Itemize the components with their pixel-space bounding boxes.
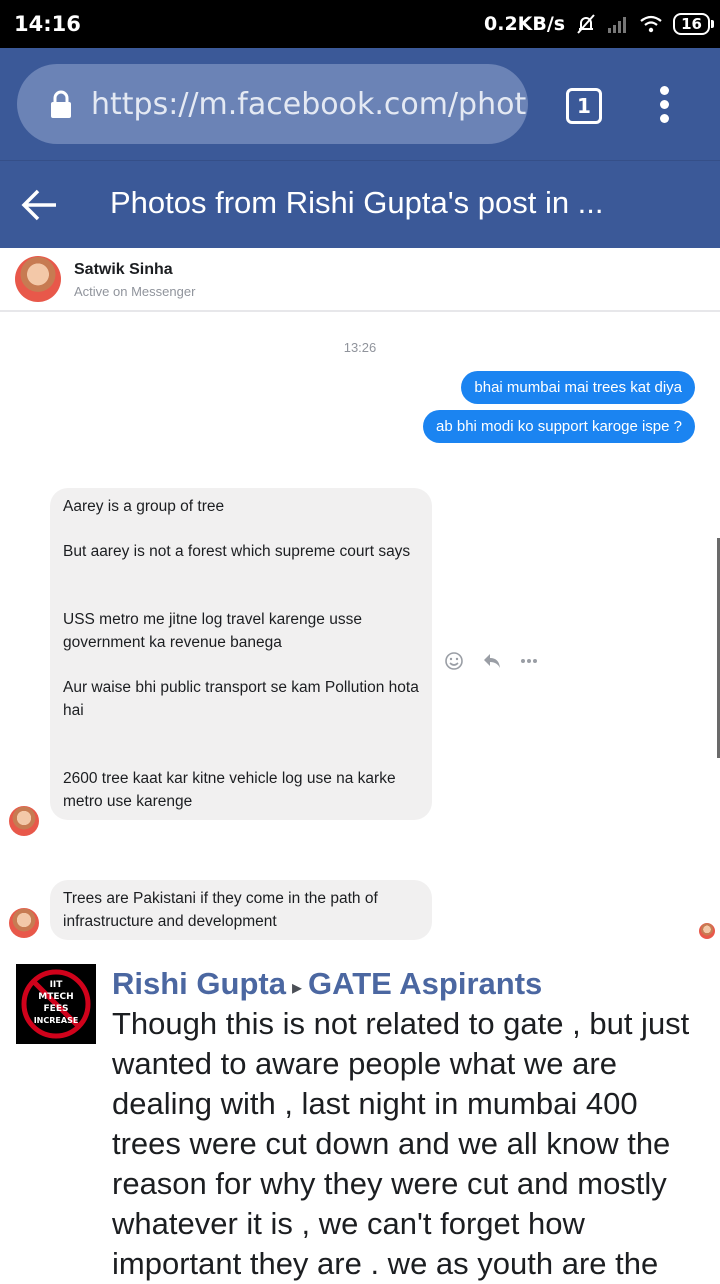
sender-avatar bbox=[9, 908, 39, 938]
message-line: 2600 tree kaat kar kitne vehicle log use na karke metro use karenge bbox=[63, 770, 396, 810]
message-line: But aarey is not a forest which supreme court says bbox=[63, 543, 411, 560]
post-text: Though this is not related to gate , but just wanted to aware people what we are dealing with , last night in mumbai 400 trees were cut down and we all know the reason for why they were cut and mostly whatever it is , we can't forget how important they are . we as youth are the bbox=[112, 1006, 690, 1281]
seen-avatar bbox=[699, 923, 715, 939]
reply-icon bbox=[482, 652, 502, 670]
address-bar[interactable] bbox=[17, 64, 528, 144]
overflow-menu-icon[interactable] bbox=[652, 86, 676, 126]
incoming-message bbox=[50, 880, 432, 940]
contact-name: Satwik Sinha bbox=[74, 261, 173, 278]
lock-icon bbox=[49, 89, 73, 119]
logo-line: FEES bbox=[43, 1004, 69, 1014]
chat-timestamp: 13:26 bbox=[343, 340, 377, 355]
status-icons bbox=[484, 10, 710, 38]
battery-indicator: 16 bbox=[673, 13, 710, 35]
contact-avatar bbox=[15, 256, 61, 302]
incoming-message bbox=[50, 488, 432, 820]
more-icon bbox=[520, 658, 538, 664]
back-arrow-icon[interactable] bbox=[20, 187, 60, 223]
message-line: Aarey is a group of tree bbox=[63, 498, 225, 515]
contact-status: Active on Messenger bbox=[74, 284, 196, 299]
emoji-icon bbox=[444, 651, 464, 671]
bell-off-icon bbox=[575, 13, 597, 35]
network-speed: 0.2KB/s bbox=[484, 13, 566, 35]
messenger-screenshot[interactable] bbox=[0, 248, 720, 950]
message-line: USS metro me jitne log travel karenge usse government ka revenue banega bbox=[63, 611, 362, 651]
logo-line: INCREASE bbox=[33, 1016, 79, 1025]
logo-line: IIT bbox=[49, 980, 63, 990]
post-author[interactable]: Rishi Gupta bbox=[112, 966, 286, 1001]
browser-toolbar bbox=[0, 48, 720, 160]
message-line: Aur waise bhi public transport se kam Pollution hota hai bbox=[63, 679, 419, 719]
chat-header bbox=[0, 248, 720, 312]
post-group[interactable]: GATE Aspirants bbox=[308, 966, 543, 1001]
message-actions bbox=[444, 651, 538, 671]
page-header bbox=[0, 160, 720, 248]
group-logo[interactable] bbox=[16, 964, 96, 1044]
wifi-icon bbox=[639, 14, 663, 34]
logo-line: MTECH bbox=[38, 992, 74, 1002]
post-heading bbox=[112, 966, 542, 1002]
page-title: Photos from Rishi Gupta's post in ... bbox=[110, 185, 604, 220]
sender-avatar bbox=[9, 806, 39, 836]
post-arrow: ▸ bbox=[291, 977, 302, 999]
message-line: Trees are Pakistani if they come in the path of infrastructure and development bbox=[63, 890, 378, 930]
outgoing-message: ab bhi modi ko support karoge ispe ? bbox=[423, 410, 695, 443]
tab-switcher-button[interactable]: 1 bbox=[566, 88, 602, 124]
post-caption bbox=[0, 950, 720, 1280]
outgoing-message: bhai mumbai mai trees kat diya bbox=[461, 371, 695, 404]
url-text[interactable]: https://m.facebook.com/phot bbox=[91, 86, 527, 122]
status-bar bbox=[0, 0, 720, 48]
signal-icon bbox=[607, 14, 629, 34]
status-time: 14:16 bbox=[14, 12, 81, 36]
